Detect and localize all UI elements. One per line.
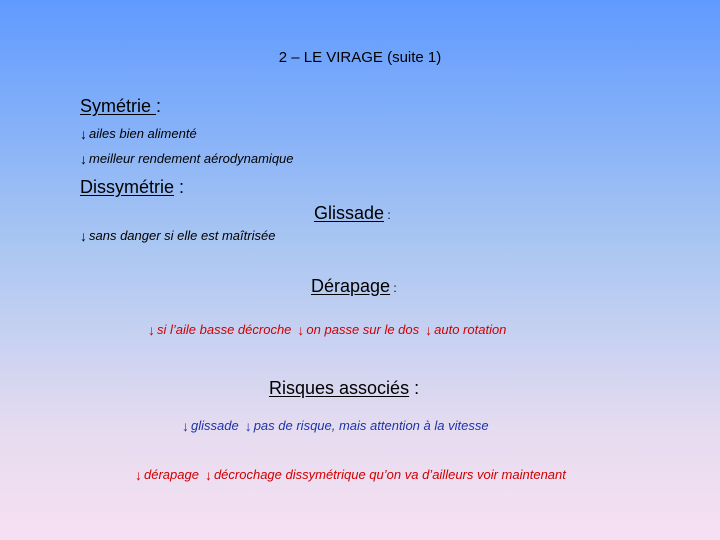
glissade-item-text: sans danger si elle est maîtrisée [89, 228, 276, 243]
arrow-down-icon: ↓ [425, 321, 433, 338]
derapage-heading-colon: : [390, 281, 397, 295]
arrow-down-icon: ↓ [135, 466, 142, 483]
risques-heading-label: Risques associés [269, 378, 410, 398]
symetrie-heading-label: Symétrie [80, 96, 157, 116]
arrow-down-icon: ↓ [80, 125, 87, 142]
risques-heading-colon: : [409, 378, 420, 398]
derapage-item-2: on passe sur le dos [306, 322, 420, 337]
risques-line-1-subject: glissade [191, 418, 239, 433]
arrow-down-icon: ↓ [148, 321, 155, 338]
arrow-down-icon: ↓ [80, 227, 87, 244]
symetrie-item-1-text: ailes bien alimenté [89, 126, 197, 141]
dissymetrie-heading-colon: : [174, 177, 185, 197]
symetrie-item-1 [80, 126, 197, 141]
derapage-item-3: auto rotation [434, 322, 507, 337]
glissade-heading-label: Glissade [314, 203, 385, 223]
risques-line-2 [135, 467, 566, 482]
arrow-down-icon: ↓ [204, 466, 212, 483]
risques-line-1-text: pas de risque, mais attention à la vitesse [253, 418, 489, 433]
dissymetrie-heading [80, 177, 184, 198]
derapage-items [148, 322, 506, 337]
symetrie-item-2 [80, 151, 294, 166]
glissade-heading [314, 203, 391, 224]
derapage-item-1: si l’aile basse décroche [157, 322, 292, 337]
arrow-down-icon: ↓ [297, 321, 305, 338]
derapage-heading [311, 276, 397, 297]
dissymetrie-heading-label: Dissymétrie [80, 177, 175, 197]
arrow-down-icon: ↓ [182, 417, 189, 434]
derapage-heading-label: Dérapage [311, 276, 391, 296]
risques-heading [269, 378, 419, 399]
glissade-item [80, 228, 275, 243]
symetrie-heading [80, 96, 161, 117]
risques-line-1 [182, 418, 489, 433]
page-title: 2 – LE VIRAGE (suite 1) [278, 49, 442, 66]
arrow-down-icon: ↓ [244, 417, 252, 434]
risques-line-2-text: décrochage dissymétrique qu’on va d’ailleurs voir maintenant [213, 467, 566, 482]
symetrie-heading-colon: : [156, 96, 162, 116]
glissade-heading-colon: : [384, 208, 391, 222]
risques-line-2-subject: dérapage [144, 467, 199, 482]
symetrie-item-2-text: meilleur rendement aérodynamique [89, 151, 294, 166]
arrow-down-icon: ↓ [80, 150, 87, 167]
